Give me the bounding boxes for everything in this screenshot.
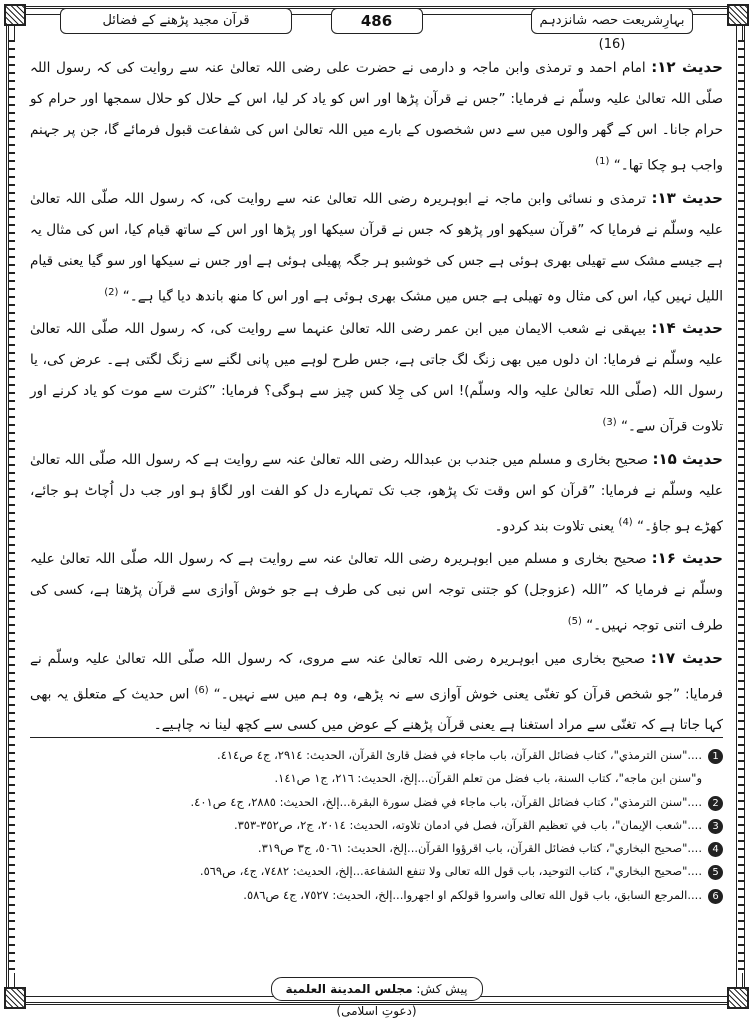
section-title: قرآن مجید پڑھنے کے فضائل bbox=[60, 8, 292, 34]
footnote-item bbox=[30, 884, 723, 907]
footnote-number: 3 bbox=[708, 819, 723, 834]
page-number: 486 bbox=[331, 8, 423, 34]
hadith-title: حدیث ۱۵: bbox=[652, 449, 723, 468]
footnote-text: ....المرجع السابق، باب قول الله تعالى واسروا قولكم او اجهروا...إلخ، الحديث: ٧٥٢٧، ج٤ ص٥٨٦. bbox=[243, 887, 702, 902]
footnote-item bbox=[30, 767, 723, 790]
hadith-paragraph bbox=[30, 444, 723, 543]
hadith-text: صحیح بخاری و مسلم میں ابوہریرہ رضی اللہ تعالیٰ عنہ سے روایت ہے کہ رسول اللہ صلّی اللہ تعالیٰ علیہ وسلّم نے فرمایا کہ ”اللہ (عزوجل) کو جتنی توجہ اس نبی کی طرف ہے جو خوش آوازی سے قرآن پڑھتا ہے، کسی کی طرف اتنی توجہ نہیں۔“ bbox=[30, 551, 723, 634]
footnote-number: 1 bbox=[708, 749, 723, 764]
hadith-title: حدیث ۱۲: bbox=[651, 58, 723, 76]
footnote-ref[interactable]: (5) bbox=[567, 616, 582, 628]
footnote-text: و"سنن ابن ماجه"، كتاب السنة، باب فضل من تعلم القرآن...إلخ، الحديث: ٢١٦، ج١ ص١٤١. bbox=[274, 771, 702, 786]
hadith-text: صحیح بخاری میں ابوہریرہ رضی اللہ تعالیٰ عنہ سے مروی، کہ رسول اللہ صلّی اللہ تعالیٰ علیہ وسلّم نے فرمایا: ”جو شخص قرآن کو تغنّی یعنی خوش آوازی سے نہ پڑھے، وہ ہم میں سے نہیں۔“ bbox=[30, 650, 723, 703]
corner-ornament-icon bbox=[727, 4, 749, 26]
hadith-text: ترمذی و نسائی وابن ماجہ نے ابوہریرہ رضی اللہ تعالیٰ عنہ سے روایت کی، کہ رسول اللہ صلّی اللہ تعالیٰ علیہ وسلّم نے فرمایا کہ ”قرآن سیکھو اور پڑھو کہ جس نے قرآن سیکھا اور پڑھا اور اس کے ساتھ قیام کیا، اس کی مثال یہ ہے جیسے مشک سے تھیلی بھری ہوئی ہے جس کی خوشبو ہر جگہ پھیلی ہوئی ہے اور جس نے سیکھا اور سو گیا یعنی قیام اللیل نہیں کیا، اس کی مثال وہ تھیلی ہے جس میں مشک بھری ہوئی ہے اور اس کا منھ باندھ دیا گیا ہے۔“ bbox=[30, 190, 723, 305]
page-footer bbox=[271, 977, 483, 1018]
hadith-note: اس حدیث کے متعلق یہ بھی کہا جاتا ہے کہ تغنّی سے مراد استغنا ہے یعنی قرآن پڑھنے کے عوض میں کسی سے کچھ لینا نہ چاہیے۔ bbox=[30, 686, 723, 734]
page-header bbox=[60, 8, 693, 52]
hadith-title: حدیث ۱۴: bbox=[651, 319, 723, 338]
hadith-title: حدیث ۱۷: bbox=[650, 648, 723, 667]
footnote-ref[interactable]: (1) bbox=[595, 156, 610, 167]
main-text bbox=[30, 52, 723, 742]
hadith-paragraph bbox=[30, 52, 723, 182]
footer-prefix: پیش کش: bbox=[416, 982, 468, 996]
footnote-text: ...."سنن الترمذي"، كتاب فضائل القرآن، باب ماجاء في فضل سورة البقرة...إلخ، الحديث: ٢٨٨٥، ج٤ ص٤٠١. bbox=[190, 794, 702, 809]
corner-ornament-icon bbox=[727, 987, 749, 1009]
hadith-title: حدیث ۱۳: bbox=[651, 188, 723, 207]
hadith-paragraph bbox=[30, 183, 723, 313]
footnote-number: 4 bbox=[708, 842, 723, 857]
footnote-ref[interactable]: (3) bbox=[602, 417, 617, 429]
corner-ornament-icon bbox=[4, 4, 26, 26]
hadith-paragraph bbox=[30, 643, 723, 742]
hadith-paragraph bbox=[30, 313, 723, 443]
footer-suffix: (دعوتِ اسلامی) bbox=[336, 1004, 417, 1018]
footnote-ref[interactable]: (2) bbox=[104, 286, 119, 298]
publisher-name: مجلس المدينة العلمية bbox=[285, 982, 413, 996]
footnote-divider bbox=[30, 737, 723, 738]
side-border-ornament bbox=[738, 40, 744, 973]
hadith-text: صحیح بخاری و مسلم میں جندب بن عبداللہ رضی اللہ تعالیٰ عنہ سے روایت ہے کہ رسول اللہ صلّی اللہ تعالیٰ علیہ وسلّم نے فرمایا: ”قرآن کو اس وقت تک پڑھو، جب تک تمہارے دل کو الفت اور لگاؤ ہو اور جب دل اُچاٹ ہو جائے، کھڑے ہو جاؤ۔“ bbox=[30, 451, 723, 535]
hadith-note: یعنی تلاوت بند کردو۔ bbox=[494, 518, 615, 535]
footnote-text: ...."سنن الترمذي"، كتاب فضائل القرآن، باب ماجاء في فضل قارئ القرآن، الحديث: ٢٩١٤، ج٤ ص٤١٤. bbox=[217, 748, 702, 762]
side-border-ornament bbox=[9, 40, 15, 973]
footnote-ref[interactable]: (4) bbox=[618, 516, 633, 528]
footnote-number: 2 bbox=[708, 796, 723, 811]
footnote-item bbox=[30, 744, 723, 767]
footnote-item bbox=[30, 814, 723, 837]
footnote-number: 5 bbox=[708, 865, 723, 880]
book-title: بہارِشریعت حصہ شانزدہم (16) bbox=[531, 8, 693, 34]
footnote-text: ...."صحيح البخاري"، كتاب فضائل القرآن، باب اقرؤوا القرآن...إلخ، الحديث: ٥٠٦١، ج٣ ص٣١٩. bbox=[257, 841, 702, 856]
hadith-text: امام احمد و ترمذی وابن ماجہ و دارمی نے حضرت علی رضی اللہ تعالیٰ عنہ سے روایت کی کہ رسول اللہ صلّی اللہ تعالیٰ علیہ وسلّم نے فرمایا: ”جس نے قرآن پڑھا اور اس کو یاد کر لیا، اس کے حلال کو حلال سمجھا اور حرام کو حرام جانا۔ اس کے گھر والوں میں سے دس شخصوں کے بارے میں اللہ تعالیٰ اس کی شفاعت قبول فرمائے گا، جن پر جہنم واجب ہو چکا تھا۔“ bbox=[30, 60, 723, 174]
hadith-text: بیہقی نے شعب الایمان میں ابن عمر رضی اللہ تعالیٰ عنہما سے روایت کی، کہ رسول اللہ صلّی اللہ تعالیٰ علیہ وسلّم نے فرمایا: ان دلوں میں بھی زنگ لگ جاتی ہے، جس طرح لوہے میں پانی لگنے سے زنگ لگتی ہے۔ عرض کی، یا رسول اللہ (صلّی اللہ تعالیٰ علیہ والہ وسلّم)! اس کی جِلا کس چیز سے ہوگی؟ فرمایا: ”کثرت سے موت کو یاد کرنے اور تلاوت قرآن سے۔“ bbox=[30, 321, 723, 435]
footnote-text: ...."شعب الإيمان"، باب في تعظيم القرآن، فصل في ادمان تلاوته، الحديث: ٢٠١٤، ج٢، ص٣٥٢-٣٥٣. bbox=[233, 817, 702, 832]
footnotes-list bbox=[30, 744, 723, 907]
footnote-item bbox=[30, 837, 723, 860]
footnote-text: ...."صحيح البخاري"، كتاب التوحيد، باب قول الله تعالى ولا تنفع الشفاعة...إلخ، الحديث: ٧٤٨٢، ج٤، ص٥٦٩. bbox=[199, 864, 702, 879]
hadith-title: حدیث ۱۶: bbox=[651, 549, 723, 568]
footnote-number bbox=[708, 767, 723, 782]
footnote-item bbox=[30, 791, 723, 814]
footnote-item bbox=[30, 860, 723, 883]
hadith-paragraph bbox=[30, 543, 723, 642]
footnote-ref[interactable]: (6) bbox=[194, 684, 209, 696]
corner-ornament-icon bbox=[4, 987, 26, 1009]
footnote-number: 6 bbox=[708, 889, 723, 904]
